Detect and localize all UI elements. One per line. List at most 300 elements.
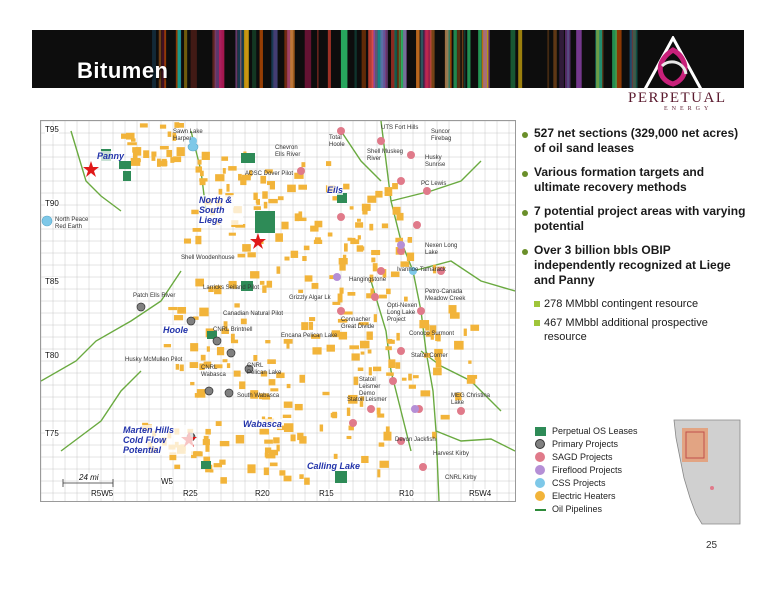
electric-heater-lease xyxy=(383,432,391,441)
electric-heater-lease xyxy=(402,378,407,381)
map-label: Patch Ells River xyxy=(133,293,176,299)
area-label-hoole: Hoole xyxy=(163,325,189,335)
electric-heater-lease xyxy=(367,196,376,203)
electric-heater-lease xyxy=(143,150,149,158)
banner-streak xyxy=(252,30,256,88)
township-label-t90: T90 xyxy=(45,199,59,208)
electric-heater-lease xyxy=(299,375,305,383)
electric-heater-lease xyxy=(298,218,307,221)
project-marker xyxy=(205,387,213,395)
map-label: Husky McMullen Pilot xyxy=(125,357,183,363)
electric-heater-lease xyxy=(140,123,148,127)
banner-streak xyxy=(553,30,556,88)
map-label: Grizzly Algar Lk xyxy=(289,295,331,301)
electric-heater-lease xyxy=(355,222,363,227)
banner-streak xyxy=(633,30,638,88)
banner-streak xyxy=(290,30,295,88)
perpetual-lease xyxy=(201,461,211,469)
project-marker xyxy=(367,405,375,413)
electric-heater-lease xyxy=(380,461,389,468)
banner-streak xyxy=(576,30,582,88)
township-label-t95: T95 xyxy=(45,125,59,134)
electric-heater-lease xyxy=(343,184,349,190)
bullet-item: Over 3 billion bbls OBIP independently recognized at Liege and Panny xyxy=(522,243,747,288)
banner-streak xyxy=(191,30,197,88)
purple-circle-icon xyxy=(535,465,545,475)
electric-heater-lease xyxy=(193,228,202,232)
electric-heater-lease xyxy=(262,285,266,293)
electric-heater-lease xyxy=(283,415,291,418)
electric-heater-lease xyxy=(195,393,199,398)
electric-heater-lease xyxy=(369,224,373,231)
electric-heater-lease xyxy=(354,377,359,385)
electric-heater-lease xyxy=(386,372,394,375)
banner-streak xyxy=(483,30,487,88)
map-label: AOSC Dover Pilot xyxy=(245,171,294,177)
banner-streak xyxy=(565,30,570,88)
electric-heater-lease xyxy=(299,474,303,479)
electric-heater-lease xyxy=(198,160,202,165)
electric-heater-lease xyxy=(408,237,412,243)
electric-heater-lease xyxy=(284,402,293,408)
electric-heater-lease xyxy=(295,404,303,410)
electric-heater-lease xyxy=(180,365,184,372)
area-label-marten-hills: Marten Hills Cold Flow Potential xyxy=(123,425,193,455)
electric-heater-lease xyxy=(191,210,198,214)
electric-heater-lease xyxy=(270,388,278,391)
electric-heater-lease xyxy=(326,161,331,166)
area-label-liege: North & South Liege xyxy=(199,195,243,225)
sub-bullet-item: 278 MMbbl contingent resource xyxy=(534,297,747,311)
bullet-item: 527 net sections (329,000 net acres) of oil sand leases xyxy=(522,126,747,156)
electric-heater-lease xyxy=(217,347,224,355)
banner-streak xyxy=(399,30,400,88)
electric-heater-lease xyxy=(467,379,476,384)
electric-heater-lease xyxy=(425,324,429,331)
electric-heater-lease xyxy=(347,238,351,241)
range-label-r15: R15 xyxy=(319,489,334,498)
electric-heater-lease xyxy=(382,223,388,228)
map-label: Shell Woodenhouse xyxy=(181,255,235,261)
page-title: Bitumen xyxy=(77,58,169,83)
project-marker xyxy=(411,405,419,413)
banner-streak xyxy=(377,30,383,88)
electric-heater-lease xyxy=(291,251,298,258)
map-label: CNRL Pelican Lake xyxy=(247,363,282,376)
map-label: Sawn Lake Harper xyxy=(173,129,203,142)
electric-heater-lease xyxy=(450,312,460,318)
map-label: Total Hoole xyxy=(329,135,345,148)
electric-heater-lease xyxy=(238,254,246,258)
electric-heater-lease xyxy=(421,390,431,396)
electric-heater-lease xyxy=(393,207,401,215)
electric-heater-lease xyxy=(387,339,392,343)
electric-heater-lease xyxy=(298,290,303,293)
electric-heater-lease xyxy=(231,340,238,344)
banner-streak xyxy=(403,30,407,88)
banner-streak xyxy=(467,30,470,88)
electric-heater-lease xyxy=(309,317,315,321)
electric-heater-lease xyxy=(253,355,257,361)
project-marker xyxy=(377,267,385,275)
electric-heater-lease xyxy=(203,439,210,445)
electric-heater-lease xyxy=(448,305,456,313)
banner-streak xyxy=(430,30,434,88)
electric-heater-lease xyxy=(468,360,471,363)
township-label-t75: T75 xyxy=(45,429,59,438)
map-label: CNRL Wabasca xyxy=(201,365,226,378)
perpetual-lease xyxy=(335,471,347,483)
area-label-panny: Panny xyxy=(97,151,125,161)
electric-heater-lease xyxy=(404,297,408,302)
electric-heater-lease xyxy=(366,331,372,339)
electric-heater-lease xyxy=(433,368,442,376)
electric-heater-lease xyxy=(190,362,199,368)
electric-heater-lease xyxy=(470,325,479,331)
banner-streak xyxy=(383,30,385,88)
map-label: Conoco Surmont xyxy=(409,331,455,337)
electric-heater-lease xyxy=(373,367,381,372)
project-marker xyxy=(397,177,405,185)
project-marker xyxy=(187,317,195,325)
electric-heater-lease xyxy=(369,367,372,375)
electric-heater-lease xyxy=(279,470,285,475)
range-label-r25: R25 xyxy=(183,489,198,498)
banner-streak xyxy=(394,30,397,88)
electric-heater-lease xyxy=(368,350,372,354)
map-label: Statoil Leismer Demo xyxy=(359,377,381,397)
electric-heater-lease xyxy=(305,275,313,281)
electric-heater-lease xyxy=(334,454,338,459)
map-label: CNRL Brintnell xyxy=(213,327,253,333)
project-marker xyxy=(225,389,233,397)
project-marker xyxy=(377,137,385,145)
map-label: UTS Fort Hills xyxy=(381,125,419,131)
electric-heater-lease xyxy=(338,294,343,303)
perpetual-lease xyxy=(123,171,131,181)
electric-heater-lease xyxy=(190,343,198,351)
banner-streak xyxy=(453,30,456,88)
green-line-icon xyxy=(535,509,546,511)
sub-bullet-square-icon xyxy=(534,320,540,326)
electric-heater-lease xyxy=(268,199,278,203)
electric-heater-lease xyxy=(396,333,399,341)
electric-heater-lease xyxy=(194,451,201,455)
electric-heater-lease xyxy=(407,253,414,262)
electric-heater-lease xyxy=(312,283,319,289)
electric-heater-lease xyxy=(170,157,174,163)
electric-heater-lease xyxy=(277,266,281,273)
banner-streak xyxy=(481,30,483,88)
electric-heater-lease xyxy=(332,302,340,305)
banner-streak xyxy=(368,30,373,88)
electric-heater-lease xyxy=(347,408,350,416)
electric-heater-lease xyxy=(177,123,184,128)
electric-heater-lease xyxy=(265,453,269,458)
banner-streak xyxy=(596,30,599,88)
banner-streak xyxy=(362,30,366,88)
sub-bullet-item: 467 MMbbl additional prospective resource xyxy=(534,316,747,344)
electric-heater-lease xyxy=(236,435,244,444)
electric-heater-lease xyxy=(282,222,289,230)
electric-heater-lease xyxy=(409,385,416,389)
range-label-r5w5: R5W5 xyxy=(91,489,114,498)
brand-name: PERPETUAL xyxy=(628,90,727,106)
sub-bullet-square-icon xyxy=(534,301,540,307)
electric-heater-lease xyxy=(322,392,329,395)
electric-heater-lease xyxy=(177,307,186,314)
electric-heater-lease xyxy=(385,187,393,196)
electric-heater-lease xyxy=(347,436,352,439)
electric-heater-lease xyxy=(204,436,209,440)
electric-heater-lease xyxy=(234,303,239,307)
map-label: North Peace Red Earth xyxy=(55,217,89,230)
electric-heater-lease xyxy=(408,374,412,381)
electric-heater-lease xyxy=(223,168,226,174)
map-label: South Wabasca xyxy=(237,393,280,399)
electric-heater-lease xyxy=(241,319,247,325)
map-label: Husky Sunrise xyxy=(425,155,446,168)
electric-heater-lease xyxy=(287,185,296,193)
electric-heater-lease xyxy=(377,469,380,477)
electric-heater-lease xyxy=(126,133,135,140)
electric-heater-lease xyxy=(357,219,361,222)
banner-streak xyxy=(510,30,515,88)
banner-streak xyxy=(237,30,244,88)
electric-heater-lease xyxy=(464,329,467,336)
project-marker xyxy=(413,221,421,229)
scale-label: 24 mi xyxy=(79,473,99,482)
electric-heater-lease xyxy=(265,340,270,343)
bullet-dot-icon xyxy=(522,249,528,255)
electric-heater-lease xyxy=(320,424,323,431)
electric-heater-lease xyxy=(379,442,385,446)
orange-circle-icon xyxy=(535,491,545,501)
map-label: PC Lewis xyxy=(421,181,447,187)
perpetual-logo-icon xyxy=(640,36,706,96)
banner-streak xyxy=(464,30,466,88)
perpetual-lease xyxy=(119,161,131,169)
electric-heater-lease xyxy=(331,413,337,418)
electric-heater-lease xyxy=(467,375,477,379)
legend-item-primary: Primary Projects xyxy=(532,438,672,451)
electric-heater-lease xyxy=(168,131,172,136)
electric-heater-lease xyxy=(377,408,381,415)
perpetual-lease xyxy=(255,211,275,233)
electric-heater-lease xyxy=(184,239,191,244)
electric-heater-lease xyxy=(160,125,166,129)
electric-heater-lease xyxy=(256,200,259,204)
bullet-dot-icon xyxy=(522,171,528,177)
map-label: Canadian Natural Pilot xyxy=(223,311,284,317)
electric-heater-lease xyxy=(310,226,318,232)
electric-heater-lease xyxy=(357,245,363,251)
electric-heater-lease xyxy=(221,156,228,160)
banner-streak xyxy=(219,30,224,88)
electric-heater-lease xyxy=(298,211,302,218)
legend-item-pipelines: Oil Pipelines xyxy=(532,503,672,516)
electric-heater-lease xyxy=(413,375,419,378)
brand-subtitle: ENERGY xyxy=(664,106,713,112)
banner-streak xyxy=(420,30,423,88)
electric-heater-lease xyxy=(199,308,208,317)
electric-heater-lease xyxy=(312,347,321,354)
electric-heater-lease xyxy=(160,146,169,149)
electric-heater-lease xyxy=(177,147,185,156)
electric-heater-lease xyxy=(343,255,346,261)
electric-heater-lease xyxy=(379,295,387,299)
project-marker xyxy=(227,349,235,357)
banner-streak xyxy=(260,30,263,88)
banner-streak xyxy=(518,30,522,88)
electric-heater-lease xyxy=(344,243,348,251)
legend-item-leases: Perpetual OS Leases xyxy=(532,425,672,438)
electric-heater-lease xyxy=(176,364,179,370)
electric-heater-lease xyxy=(349,345,359,349)
electric-heater-lease xyxy=(350,206,354,209)
lease-map xyxy=(40,120,516,502)
electric-heater-lease xyxy=(159,161,168,166)
legend-item-css: CSS Projects xyxy=(532,477,672,490)
project-marker xyxy=(137,303,145,311)
banner-streak xyxy=(273,30,277,88)
project-marker xyxy=(297,167,305,175)
map-label: Statoil Corner xyxy=(411,353,448,359)
electric-heater-lease xyxy=(238,174,242,181)
electric-heater-lease xyxy=(260,281,265,285)
electric-heater-lease xyxy=(352,353,360,360)
electric-heater-lease xyxy=(248,252,256,257)
banner-streak xyxy=(244,30,249,88)
bullet-item: 7 potential project areas with varying potential xyxy=(522,204,747,234)
electric-heater-lease xyxy=(358,368,364,372)
electric-heater-lease xyxy=(360,341,370,349)
project-marker xyxy=(419,463,427,471)
electric-heater-lease xyxy=(242,244,251,252)
electric-heater-lease xyxy=(315,237,321,243)
electric-heater-lease xyxy=(254,206,261,210)
map-label: MEG Christina Lake xyxy=(451,393,491,406)
township-label-t80: T80 xyxy=(45,351,59,360)
township-label-t85: T85 xyxy=(45,277,59,286)
banner-streak xyxy=(354,30,356,88)
electric-heater-lease xyxy=(219,189,223,195)
electric-heater-lease xyxy=(132,147,137,153)
project-marker xyxy=(423,187,431,195)
electric-heater-lease xyxy=(386,289,391,295)
map-label: Shell Muskeg River xyxy=(367,149,404,162)
range-label-w5: W5 xyxy=(161,477,173,486)
electric-heater-lease xyxy=(210,469,214,472)
electric-heater-lease xyxy=(339,332,347,340)
electric-heater-lease xyxy=(127,142,137,145)
electric-heater-lease xyxy=(215,174,224,181)
key-points xyxy=(522,126,747,349)
electric-heater-lease xyxy=(373,263,378,271)
map-legend xyxy=(532,425,672,516)
electric-heater-lease xyxy=(395,362,400,369)
electric-heater-lease xyxy=(358,235,361,239)
electric-heater-lease xyxy=(441,415,450,420)
electric-heater-lease xyxy=(247,464,255,473)
electric-heater-lease xyxy=(352,238,355,242)
electric-heater-lease xyxy=(264,440,273,444)
electric-heater-lease xyxy=(328,232,333,236)
banner-streak xyxy=(236,30,237,88)
banner-streak xyxy=(462,30,464,88)
banner-streak xyxy=(416,30,420,88)
banner-streak xyxy=(184,30,187,88)
electric-heater-lease xyxy=(267,181,272,185)
electric-heater-lease xyxy=(250,271,259,278)
electric-heater-lease xyxy=(216,421,222,426)
electric-heater-lease xyxy=(284,476,292,482)
map-label: Connacher Great Divide xyxy=(341,317,375,330)
electric-heater-lease xyxy=(228,166,236,171)
electric-heater-lease xyxy=(223,359,228,362)
legend-item-sagd: SAGD Projects xyxy=(532,451,672,464)
project-marker xyxy=(213,337,221,345)
electric-heater-lease xyxy=(200,171,204,176)
electric-heater-lease xyxy=(327,345,335,352)
electric-heater-lease xyxy=(302,256,306,261)
electric-heater-lease xyxy=(262,191,268,198)
electric-heater-lease xyxy=(348,292,356,296)
electric-heater-lease xyxy=(199,178,207,181)
electric-heater-lease xyxy=(267,281,272,288)
electric-heater-lease xyxy=(133,152,138,160)
banner-streak xyxy=(341,30,348,88)
map-label: Hangingstone xyxy=(349,277,387,283)
electric-heater-lease xyxy=(273,437,279,443)
electric-heater-lease xyxy=(287,384,291,388)
map-label: Larricks Seiland Pilot xyxy=(203,285,260,291)
map-label: Opti-Nexen Long Lake Project xyxy=(387,303,418,323)
electric-heater-lease xyxy=(253,193,257,200)
project-marker xyxy=(337,307,345,315)
green-square-icon xyxy=(535,427,546,436)
banner-streak xyxy=(305,30,311,88)
project-marker xyxy=(333,273,341,281)
electric-heater-lease xyxy=(264,467,269,475)
electric-heater-lease xyxy=(270,381,274,384)
electric-heater-lease xyxy=(298,185,307,190)
range-label-r20: R20 xyxy=(255,489,270,498)
range-label-r5w4: R5W4 xyxy=(469,489,492,498)
project-marker xyxy=(337,213,345,221)
project-marker xyxy=(337,127,345,135)
electric-heater-lease xyxy=(291,434,296,441)
electric-heater-lease xyxy=(361,456,368,463)
banner-streak xyxy=(559,30,564,88)
electric-heater-lease xyxy=(371,250,380,255)
blue-circle-icon xyxy=(535,478,545,488)
map-label: CNRL Kirby xyxy=(445,475,477,481)
pink-circle-icon xyxy=(535,452,545,462)
electric-heater-lease xyxy=(388,359,395,368)
electric-heater-lease xyxy=(260,428,269,434)
electric-heater-lease xyxy=(284,257,289,261)
electric-heater-lease xyxy=(205,429,210,435)
project-marker xyxy=(349,419,357,427)
area-label-calling-lake: Calling Lake xyxy=(307,461,361,471)
map-label: Petro-Canada Meadow Creek xyxy=(425,289,466,302)
electric-heater-lease xyxy=(264,202,268,209)
electric-heater-lease xyxy=(207,346,210,351)
project-marker xyxy=(397,347,405,355)
electric-heater-lease xyxy=(219,460,225,465)
banner-streak xyxy=(478,30,481,88)
